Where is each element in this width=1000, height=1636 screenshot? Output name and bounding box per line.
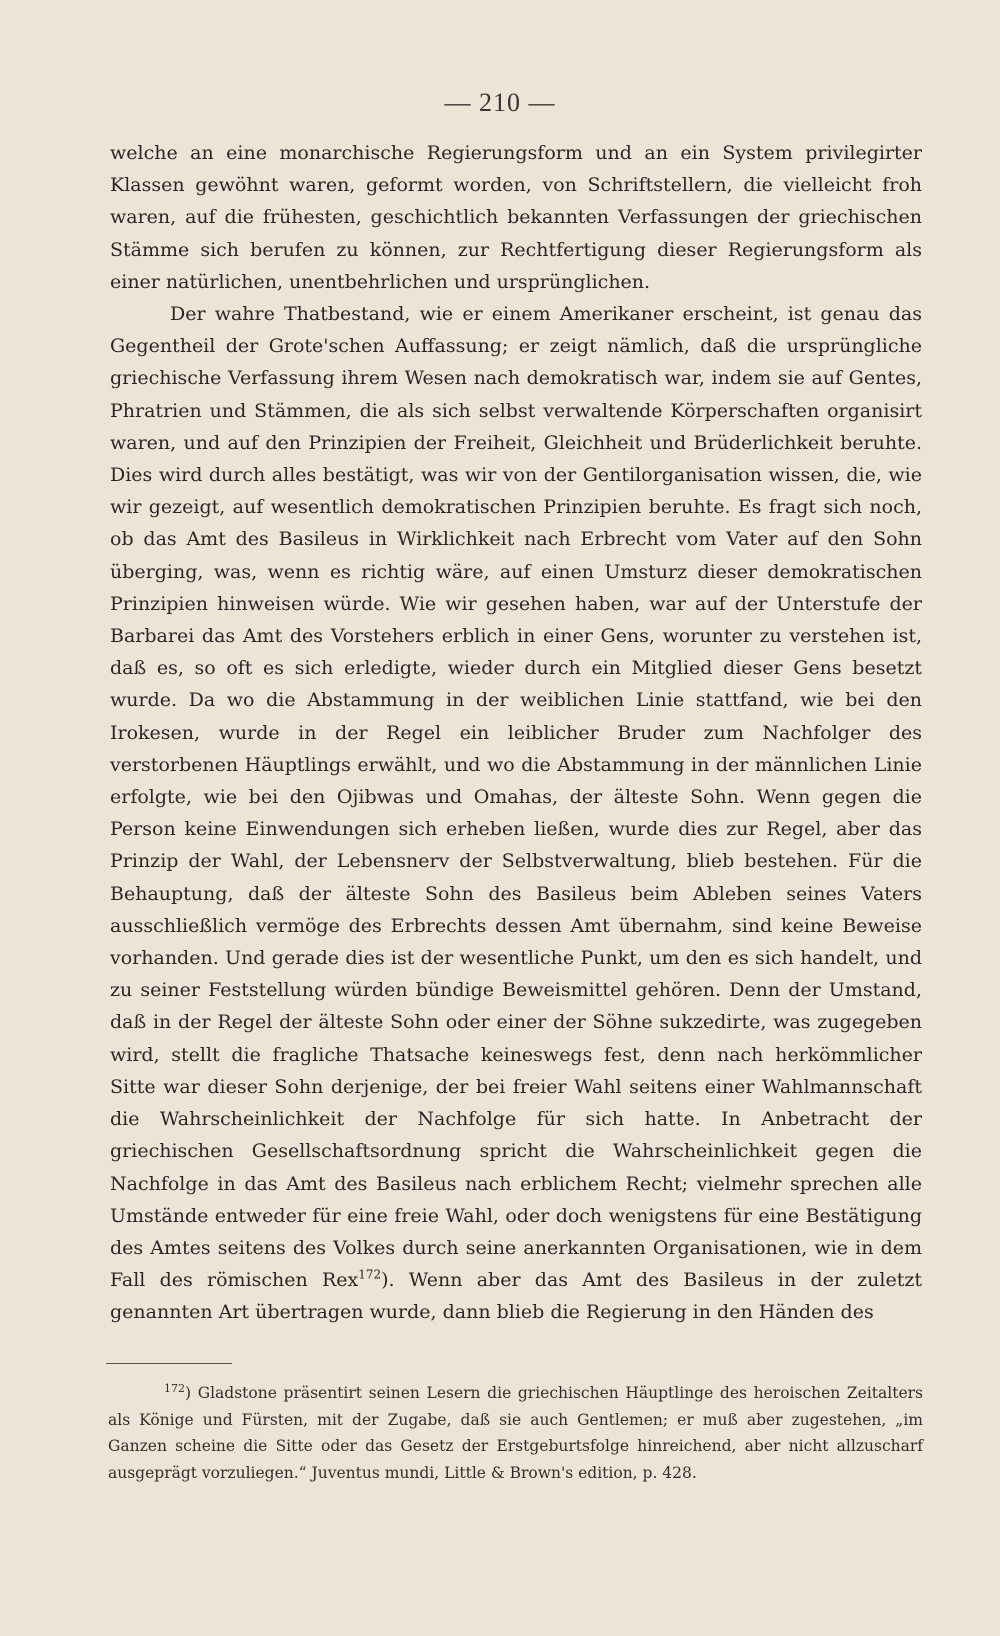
- footnotes: [108, 1380, 923, 1486]
- page-number: — 210 —: [444, 88, 556, 117]
- footnote-divider: [106, 1363, 232, 1364]
- paragraph-1: welche an eine monarchische Regierungsform und an ein System privilegirter Klassen gewöhnt waren, geformt worden, von Schriftstellern, die vielleicht froh waren, auf die frühesten, geschichtlich bekannten Verfassungen der griechischen Stämme sich berufen zu können, zur Rechtfertigung dieser Regierungsform als einer natürlichen, unentbehrlichen und ursprünglichen.: [110, 142, 922, 293]
- body-text: [110, 137, 922, 1329]
- paragraph-2-text-before-ref: Der wahre Thatbestand, wie er einem Amerikaner erscheint, ist genau das Gegentheil der Grote'schen Auffassung; er zeigt nämlich, daß die ursprüngliche griechische Verfassung ihrem Wesen nach demokratisch war, indem sie auf Gentes, Phratrien und Stämmen, die als sich selbst verwaltende Körperschaften organisirt waren, und auf den Prinzipien der Freiheit, Gleichheit und Brüderlichkeit beruhte. Dies wird durch alles bestätigt, was wir von der Gentilorganisation wissen, die, wie wir gezeigt, auf wesentlich demokratischen Prinzipien beruhte. Es fragt sich noch, ob das Amt des Basileus in Wirklichkeit nach Erbrecht vom Vater auf den Sohn überging, was, wenn es richtig wäre, auf einen Umsturz dieser demokratischen Prinzipien hinweisen würde. Wie wir gesehen haben, war auf der Unterstufe der Barbarei das Amt des Vorstehers erblich in einer Gens, worunter zu verstehen ist, daß es, so oft es sich erledigte, wieder durch ein Mitglied dieser Gens besetzt wurde. Da wo die Abstammung in der weiblichen Linie stattfand, wie bei den Irokesen, wurde in der Regel ein leiblicher Bruder zum Nachfolger des verstorbenen Häuptlings erwählt, und wo die Abstammung in der männlichen Linie erfolgte, wie bei den Ojibwas und Omahas, der älteste Sohn. Wenn gegen die Person keine Einwendungen sich erheben ließen, wurde dies zur Regel, aber das Prinzip der Wahl, der Lebensnerv der Selbstverwaltung, blieb bestehen. Für die Behauptung, daß der älteste Sohn des Basileus beim Ableben seines Vaters ausschließlich vermöge des Erbrechts dessen Amt übernahm, sind keine Beweise vorhanden. Und gerade dies ist der wesentliche Punkt, um den es sich handelt, und zu seiner Feststellung würden bündige Beweismittel gehören. Denn der Umstand, daß in der Regel der älteste Sohn oder einer der Söhne sukzedirte, was zugegeben wird, stellt die fragliche Thatsache keineswegs fest, denn nach herkömmlicher Sitte war dieser Sohn derjenige, der bei freier Wahl seitens einer Wahlmannschaft die Wahrscheinlichkeit der Nachfolge für sich hatte. In Anbetracht der griechischen Gesellschaftsordnung spricht die Wahrscheinlichkeit gegen die Nachfolge in das Amt des Basileus nach erblichem Recht; vielmehr sprechen alle Umstände entweder für eine freie Wahl, oder doch wenigstens für eine Bestätigung des Amtes seitens des Volkes durch seine anerkannten Organisationen, wie in dem Fall des römischen Rex: [110, 303, 922, 1292]
- footnote-reference-172[interactable]: 172: [358, 1267, 382, 1282]
- footnote-text: ) Gladstone präsentirt seinen Lesern die griechischen Häuptlinge des heroischen Zeitalters als Könige und Fürsten, mit der Zugabe, daß sie auch Gentlemen; er muß aber zugestehen, „im Ganzen scheine die Sitte oder das Gesetz der Erstgeburtsfolge hinreichend, aber nicht allzuscharf ausgeprägt vorzuliegen.“ Juventus mundi, Little & Brown's edition, p. 428.: [108, 1384, 923, 1482]
- footnote-marker: 172: [164, 1381, 185, 1395]
- paragraph-2-text-after-ref: ). Wenn aber das Amt des Basileus in der zuletzt genannten Art übertragen wurde, dann blieb die Regierung in den Händen des: [110, 1269, 923, 1324]
- paragraph-2: [110, 298, 922, 1329]
- footnote-172: [108, 1380, 923, 1486]
